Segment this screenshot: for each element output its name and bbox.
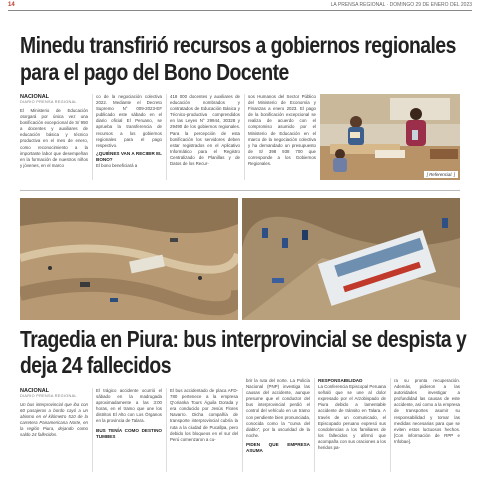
story2-col5	[318, 378, 386, 451]
column-divider	[92, 94, 93, 180]
story2-col5-text: La Conferencia Episcopal Peruana señaló que se une al dolor expresado por el Arzobispado de Piura debido a lamentable accidente de tránsito en Talara. A través de un comunicado, el Episcopado peruano expresó sus condolencias a los familiares de los fallecidos y afirmó que acompaña con sus oraciones a los heridos pa-	[318, 384, 386, 451]
story1-source: DIARIO PRENSA REGIONAL	[20, 100, 77, 104]
story2-col2	[96, 388, 162, 440]
story1-kicker: NACIONAL	[20, 94, 50, 100]
column-divider	[242, 388, 243, 472]
story2-headline-line1: Tragedia en Piura: bus interprovincial se despista y	[20, 326, 467, 352]
story1-col3-text: 418 000 docentes y auxiliares de educación nombrados y contratados de Educación Básica y Técnico-productiva comprendidos en las Leyes N° 29944, 30328 y 29490 de los gobiernos regionales. Para la percepción de esta bonificación los servidores deben estar registrados en el Aplicativo Informático para el Registro Centralizado de Planillas y de Datos de los Recur-	[170, 94, 240, 167]
story2-col6-text: ra su pronta recuperación. Además, pidieron a las autoridades investigar a profundidad las causas de este accidente, así como a la empresa de transportes asumir su responsabilidad y tomar las medidas necesarias para que se eviten estos luctuosos hechos. [Con información de RPP e Infobae].	[394, 378, 460, 444]
story1-col1-text: El Ministerio de Educación otorgará por única vez una bonificación excepcional de S/ 950 a docentes y auxiliares de educación básica y técnico productiva en el mes de enero, como reconocimiento a la importante labor que desempeñan en la formación de nuestros niños y jóvenes, en el marco	[20, 108, 88, 168]
story1-col4	[248, 94, 316, 167]
top-rule	[8, 10, 472, 11]
column-divider	[244, 94, 245, 180]
column-divider	[314, 378, 315, 472]
classroom-photo	[320, 94, 460, 180]
story2-subhead1: BUS TENÍA COMO DESTINO TUMBES	[96, 427, 162, 439]
story1-subhead: ¿QUIÉNES VAN A RECIBIR EL BONO?	[96, 150, 162, 162]
story2-col4-text: brir la ruta del norte. La Policía Nacional (PNP) investiga las causas del accidente, aunque presume que el conductor del bus interprovincial perdió el control del vehículo en un tramo con pendiente bien pronunciada, conocida como la "curva del diablo", por la oscuridad de la noche.	[246, 378, 310, 438]
story1-col1	[20, 94, 88, 169]
story1-col4-text: sos Humanos del Sector Público del Ministerio de Economía y Finanzas a enero 2023. El pago de la bonificación excepcional se realiza de acuerdo con el compromiso asumido por el Ministerio de Educación en el marco de la negociación colectiva y ha demandado un presupuesto de S/ 398 938 700 que corresponde a los Gobiernos Regionales.	[248, 94, 316, 167]
story2-subhead3: RESPONSABILIDAD	[318, 378, 363, 383]
accident-aerial-photo	[20, 198, 238, 320]
accident-wreck-photo	[242, 198, 460, 320]
column-divider	[166, 94, 167, 180]
story2-col3	[170, 388, 238, 443]
story2-col2-text: El trágico accidente ocurrió el sábado en la madrugada aproximadamente a las 3:00 horas, en el tramo que une los distritos El Alto con Los Órganos en la provincia de Talara.	[96, 388, 162, 424]
story1-col2	[96, 94, 162, 169]
column-divider	[390, 378, 391, 472]
photo-caption: [ Referencial. ]	[424, 171, 458, 178]
story2-col1	[20, 388, 88, 439]
column-divider	[92, 388, 93, 472]
folio: LA PRENSA REGIONAL · DOMINGO 29 DE ENERO DEL 2023	[330, 2, 472, 8]
aerial-photo-illustration	[20, 198, 238, 320]
story2-headline-line2: deja 24 fallecidos	[20, 352, 171, 378]
story2-col6	[394, 378, 460, 445]
story2-col4	[246, 378, 310, 454]
wreck-photo-illustration	[242, 198, 460, 320]
story1-col2b-text: El bono beneficiará a	[96, 163, 138, 169]
story2-lead: Un bus interprovincial que iba con 60 pasajeros a bordo cayó a un abismo en el kilómetro 510 de la carretera Panamericana Norte, en la región Piura, dejando como saldo 24 fallecidos.	[20, 402, 88, 438]
story2-kicker: NACIONAL	[20, 388, 50, 394]
column-divider	[166, 388, 167, 472]
story1-col3	[170, 94, 240, 167]
story1-col2-text: co de la negociación colectiva 2022. Mediante el Decreto Supremo N° 009-2023-EF publicado este sábado en el diario oficial El Peruano, se aprueba la transferencia de recursos a los gobiernos regionales para el pago respectivo.	[96, 94, 162, 148]
story2-col3-text: El bus accidentado de placa AFD-780 pertenece a la empresa Q'oriankа Tours Águila Dorada y era conducido por Jesús Flores Navarro. Dicha compañía de transporte interprovincial cubría la ruta a la ciudad de Pucallpa, pero debido los bloqueos en el sur del Perú comenzaron a cu-	[170, 388, 238, 442]
story2-source: DIARIO PRENSA REGIONAL	[20, 394, 77, 398]
section-divider	[20, 190, 460, 191]
story2-subhead2: PIDEN QUE EMPRESA ASUMA	[246, 441, 310, 454]
classroom-photo-illustration	[320, 94, 460, 180]
story1-headline-line1: Minedu transfirió recursos a gobiernos regionales	[20, 32, 456, 58]
story1-headline-line2: para el pago del Bono Docente	[20, 59, 289, 85]
page-number: 14	[8, 2, 15, 8]
